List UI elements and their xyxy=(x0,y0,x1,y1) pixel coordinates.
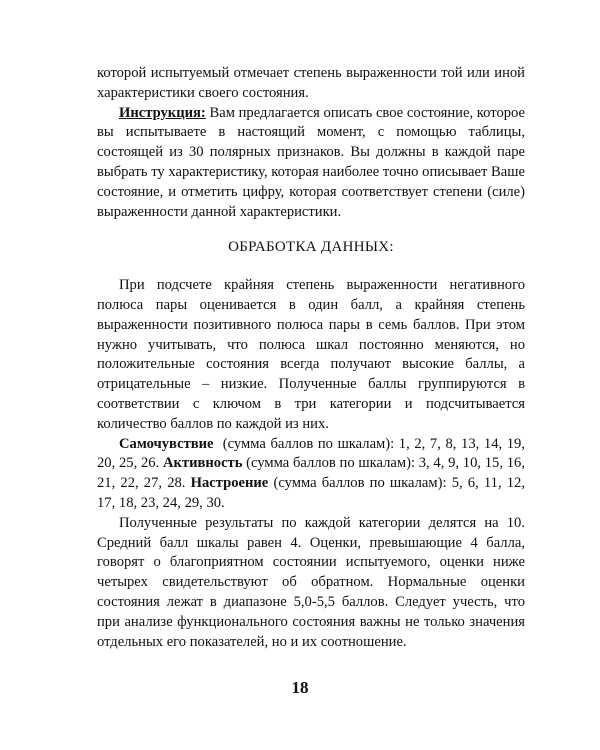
instruction-label: Инструкция: xyxy=(119,104,206,121)
wellbeing-label: Самочувствие xyxy=(119,435,214,452)
instruction-paragraph xyxy=(97,104,525,223)
page-body xyxy=(97,64,529,652)
results-paragraph: Полученные результаты по каждой категории делятся на 10. Средний балл шкалы равен 4. Оценки, превышающие 4 балла, говорят о благоприятном состоянии испытуемого, оценки ниже четырех свидетельствуют об обратном. Нормальные оценки состояния лежат в диапазоне 5,0-5,5 баллов. Следует учесть, что при анализе функционального состояния важны не только значения отдельных его показателей, но и их соотношение. xyxy=(97,514,525,650)
mood-label: Настроение xyxy=(190,475,269,492)
scoring-paragraph: При подсчете крайняя степень выраженности негативного полюса пары оценивается в один балл, а крайняя степень выраженности позитивного полюса пары в семь баллов. При этом нужно учитывать, что полюса шкал постоянно меняются, но положительные состояния всегда получают высокие баллы, а отрицательные – низкие. Полученные баллы группируются в соответствии с ключом в три категории и подсчитывается количество баллов по каждой из них. xyxy=(97,277,525,432)
intro-paragraph: которой испытуемый отмечает степень выраженности той или иной характеристики своего состояния. xyxy=(97,65,525,101)
page-number: 18 xyxy=(291,678,309,697)
categories-paragraph xyxy=(97,435,529,514)
mood-scales: (сумма баллов по шкалам): 5, 6, 11, 12, 17, 18, 23, 24, 29, 30. xyxy=(97,475,525,511)
activity-scales: (сумма баллов по шкалам): 3, 4, 9, 10, 15, 16, 21, 22, 27, 28. xyxy=(97,455,525,492)
activity-label: Активность xyxy=(162,455,243,472)
instruction-text: Вам предлагается описать свое состояние, которое вы испытываете в настоящий момент, с помощью таблицы, состоящей из 30 полярных признаков. Вы должны в каждой паре выбрать ту характеристику, которая наиболее точно описывает Ваше состояние, и отметить цифру, которая соответствует степени (силе) выраженности данной характеристики. xyxy=(97,104,525,220)
wellbeing-scales: (сумма баллов по шкалам): 1, 2, 7, 8, 13, 14, 19, 20, 25, 26. xyxy=(97,435,529,472)
section-heading: ОБРАБОТКА ДАННЫХ: xyxy=(228,239,394,256)
